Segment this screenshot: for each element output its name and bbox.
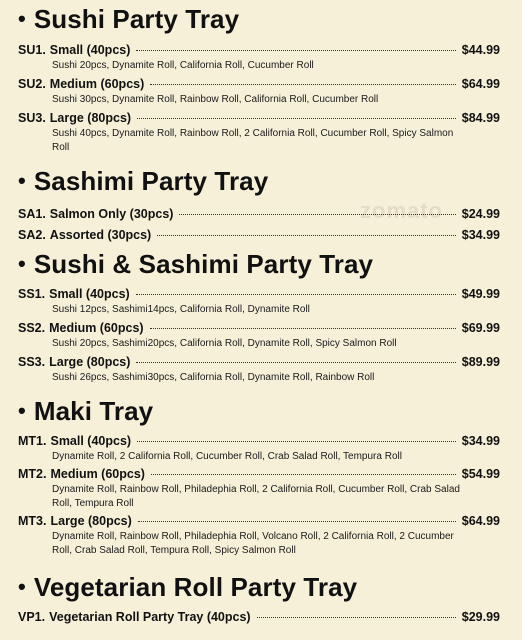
dot-leader bbox=[157, 235, 456, 236]
dot-leader bbox=[150, 84, 456, 85]
item-code: SS1. bbox=[18, 287, 46, 301]
section-title bbox=[18, 572, 500, 604]
menu-item-mt2 bbox=[18, 466, 500, 511]
bullet-icon: • bbox=[18, 168, 26, 193]
item-description: Dynamite Roll, Rainbow Roll, Philadephia Roll, 2 California Roll, Cucumber Roll, Crab Salad Roll, Tempura Roll bbox=[52, 484, 460, 509]
menu-item-mt3 bbox=[18, 513, 500, 558]
item-description: Sushi 12pcs, Sashimi14pcs, California Roll, Dynamite Roll bbox=[52, 304, 310, 315]
item-name: Small (40pcs) bbox=[49, 43, 131, 57]
dot-leader bbox=[136, 362, 455, 363]
menu-item-ss1 bbox=[18, 286, 500, 317]
item-price: $64.99 bbox=[461, 77, 500, 91]
item-description: Dynamite Roll, Rainbow Roll, Philadephia Roll, Volcano Roll, 2 California Roll, 2 Cucumber Roll, Crab Salad Roll, Tempura Roll, Spicy Salmon Roll bbox=[52, 531, 454, 556]
item-name: Vegetarian Roll Party Tray (40pcs) bbox=[49, 610, 251, 624]
item-price: $24.99 bbox=[461, 207, 500, 221]
item-code: MT3. bbox=[18, 514, 47, 528]
bullet-icon: • bbox=[18, 251, 26, 276]
dot-leader bbox=[138, 521, 456, 522]
item-name: Large (80pcs) bbox=[49, 111, 132, 125]
section-title-text: Sashimi Party Tray bbox=[33, 166, 269, 196]
item-name: Medium (60pcs) bbox=[49, 77, 145, 91]
item-price: $84.99 bbox=[461, 111, 500, 125]
section-title bbox=[18, 4, 500, 36]
item-code: SA1. bbox=[18, 207, 46, 221]
menu-item-ss3 bbox=[18, 354, 500, 385]
item-description: Sushi 20pcs, Sashimi20pcs, California Roll, Dynamite Roll, Spicy Salmon Roll bbox=[52, 338, 397, 349]
item-code: SA2. bbox=[18, 228, 46, 242]
item-code: SS3. bbox=[18, 355, 46, 369]
section-title bbox=[18, 396, 500, 428]
item-code: SU1. bbox=[18, 43, 46, 57]
bullet-icon: • bbox=[18, 574, 26, 599]
watermark: zomato bbox=[360, 198, 443, 223]
bullet-icon: • bbox=[18, 6, 26, 31]
item-name: Salmon Only (30pcs) bbox=[49, 207, 174, 221]
dot-leader bbox=[179, 214, 455, 215]
item-price: $34.99 bbox=[461, 228, 500, 242]
section-sashimi-party-tray bbox=[18, 166, 500, 244]
dot-leader bbox=[137, 118, 456, 119]
menu-item-su2 bbox=[18, 76, 500, 107]
section-title bbox=[18, 166, 500, 198]
menu-item-sa2 bbox=[18, 227, 500, 244]
menu-item-su3 bbox=[18, 110, 500, 155]
item-code: VP1. bbox=[18, 610, 46, 624]
menu-item-ss2 bbox=[18, 320, 500, 351]
dot-leader bbox=[136, 50, 455, 51]
section-sushi-sashimi-party-tray bbox=[18, 249, 500, 385]
item-name: Small (40pcs) bbox=[50, 434, 132, 448]
item-name: Large (80pcs) bbox=[49, 355, 131, 369]
item-price: $29.99 bbox=[461, 610, 500, 624]
item-price: $69.99 bbox=[461, 321, 500, 335]
dot-leader bbox=[150, 328, 456, 329]
item-name: Large (80pcs) bbox=[50, 514, 132, 528]
section-title-text: Sushi & Sashimi Party Tray bbox=[33, 249, 374, 279]
item-name: Assorted (30pcs) bbox=[49, 228, 152, 242]
menu-item-vp1 bbox=[18, 609, 500, 626]
dot-leader bbox=[137, 441, 456, 442]
item-description: Dynamite Roll, 2 California Roll, Cucumber Roll, Crab Salad Roll, Tempura Roll bbox=[52, 451, 402, 462]
item-name: Medium (60pcs) bbox=[50, 467, 145, 481]
dot-leader bbox=[136, 294, 456, 295]
section-title-text: Vegetarian Roll Party Tray bbox=[33, 572, 358, 602]
dot-leader bbox=[257, 617, 456, 618]
item-description: Sushi 30pcs, Dynamite Roll, Rainbow Roll, California Roll, Cucumber Roll bbox=[52, 94, 379, 105]
item-description: Sushi 20pcs, Dynamite Roll, California Roll, Cucumber Roll bbox=[52, 60, 314, 71]
item-code: MT1. bbox=[18, 434, 47, 448]
item-price: $34.99 bbox=[461, 434, 500, 448]
menu-item-sa1 bbox=[18, 206, 500, 223]
menu-item-su1 bbox=[18, 42, 500, 73]
item-code: SU3. bbox=[18, 111, 46, 125]
item-code: SU2. bbox=[18, 77, 46, 91]
section-title bbox=[18, 249, 500, 281]
bullet-icon: • bbox=[18, 398, 26, 423]
section-maki-tray bbox=[18, 396, 500, 558]
section-sushi-party-tray bbox=[18, 4, 500, 155]
item-code: MT2. bbox=[18, 467, 47, 481]
dot-leader bbox=[151, 474, 456, 475]
item-description: Sushi 40pcs, Dynamite Roll, Rainbow Roll, 2 California Roll, Cucumber Roll, Spicy Salmon Roll bbox=[52, 128, 454, 153]
item-code: SS2. bbox=[18, 321, 46, 335]
item-price: $89.99 bbox=[461, 355, 500, 369]
item-price: $54.99 bbox=[461, 467, 500, 481]
item-price: $64.99 bbox=[461, 514, 500, 528]
section-title-text: Maki Tray bbox=[33, 396, 154, 426]
section-title-text: Sushi Party Tray bbox=[33, 4, 240, 34]
menu-item-mt1 bbox=[18, 433, 500, 464]
section-vegetarian-roll-party-tray bbox=[18, 572, 500, 626]
item-description: Sushi 26pcs, Sashimi30pcs, California Roll, Dynamite Roll, Rainbow Roll bbox=[52, 372, 375, 383]
item-price: $49.99 bbox=[461, 287, 500, 301]
item-name: Medium (60pcs) bbox=[49, 321, 144, 335]
item-name: Small (40pcs) bbox=[49, 287, 130, 301]
item-price: $44.99 bbox=[461, 43, 500, 57]
